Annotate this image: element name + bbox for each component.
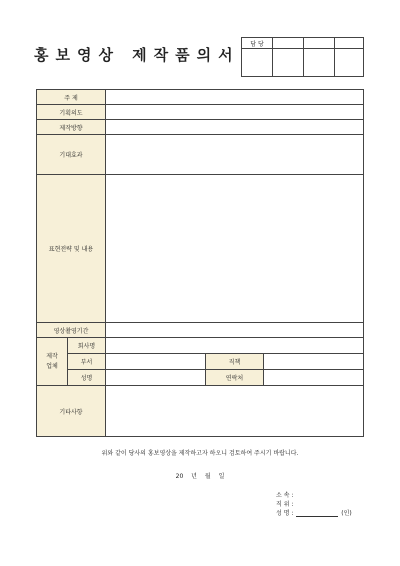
request-statement: 위와 같이 당사의 홍보영상을 제작하고자 하오니 검토하여 주시기 바랍니다. (101, 450, 299, 457)
department-field[interactable] (106, 354, 206, 370)
name-label: 성명 (68, 370, 106, 386)
planning-intent-label: 기획의도 (37, 105, 106, 120)
request-form-table (36, 89, 364, 437)
filming-period-label: 영상촬영기간 (37, 323, 106, 338)
date-line: 20 년 월 일 (175, 473, 225, 480)
expression-strategy-label: 표현전략 및 내용 (37, 175, 106, 323)
subject-field[interactable] (106, 90, 364, 105)
other-notes-field[interactable] (106, 386, 364, 437)
signature-affiliation-label: 소 속 : (276, 492, 294, 499)
signature-name-row (276, 508, 352, 517)
expected-effect-field[interactable] (106, 135, 364, 175)
expression-strategy-field[interactable] (106, 175, 364, 323)
other-notes-label: 기타사항 (37, 386, 106, 437)
company-field[interactable] (106, 338, 364, 354)
planning-intent-field[interactable] (106, 105, 364, 120)
vendor-label-text: 제작 업체 (46, 352, 58, 370)
contact-label: 연락처 (206, 370, 264, 386)
signature-name-label: 성 명 : (276, 510, 294, 517)
position-field[interactable] (264, 354, 364, 370)
production-direction-field[interactable] (106, 120, 364, 135)
approval-cell[interactable] (273, 38, 304, 49)
signature-title-label: 직 위 : (276, 501, 294, 508)
position-label: 직책 (206, 354, 264, 370)
signature-affiliation-row (276, 490, 293, 499)
subject-label: 주 제 (37, 90, 106, 105)
vendor-label (37, 338, 68, 386)
approval-sign-cell[interactable] (273, 49, 304, 77)
approval-header: 담 당 (242, 38, 273, 49)
filming-period-field[interactable] (106, 323, 364, 338)
signature-name-underline[interactable] (296, 510, 338, 517)
document-title: 홍보영상 제작품의서 (34, 46, 240, 64)
approval-sign-cell[interactable] (242, 49, 273, 77)
approval-sign-cell[interactable] (304, 49, 335, 77)
expected-effect-label: 기대효과 (37, 135, 106, 175)
department-label: 부서 (68, 354, 106, 370)
signature-title-row (276, 499, 293, 508)
approval-box (241, 37, 364, 77)
signature-seal: (인) (341, 510, 352, 517)
approval-sign-cell[interactable] (335, 49, 364, 77)
approval-cell[interactable] (335, 38, 364, 49)
production-direction-label: 제작방향 (37, 120, 106, 135)
company-label: 회사명 (68, 338, 106, 354)
name-field[interactable] (106, 370, 206, 386)
contact-field[interactable] (264, 370, 364, 386)
approval-cell[interactable] (304, 38, 335, 49)
